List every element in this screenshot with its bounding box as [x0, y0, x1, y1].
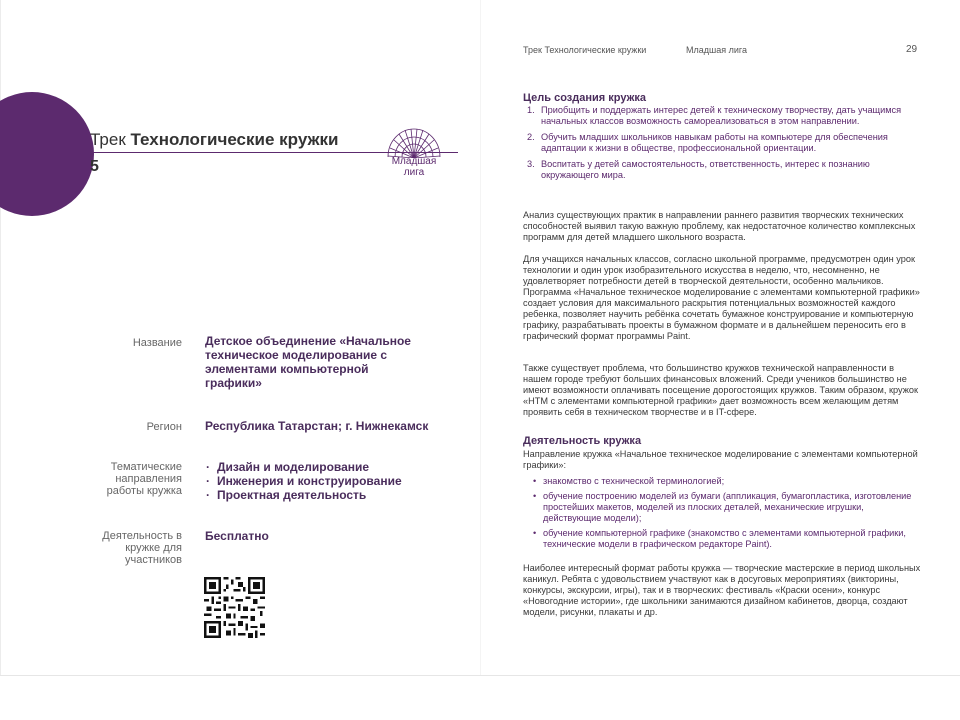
activity-intro: Направление кружка «Начальное техническое моделирование с элементами компьютерной графики»:	[523, 449, 918, 470]
paragraph-format: Наиболее интересный формат работы кружка — творческие мастерские в период школьных каникул. Ребята с удовольствием участвуют как в досуговых мероприятиях (викторины, конкурсы, экскурсии, игры), так и в творческих: фестиваль «Краски осени», конкурс «Новогодние истории», где школьники занимаются дизайном кабинетов, дворца, создают модели, рисунки, плакаты и др.	[523, 563, 921, 617]
running-head-league: Младшая лига	[686, 45, 747, 55]
goal-text: Приобщить и поддержать интерес детей к техническому творчеству, дать учащимся начальных классов возможность самореализоваться в этом направлении.	[541, 105, 902, 126]
league-fan-icon	[386, 128, 442, 158]
goal-list	[527, 105, 923, 186]
goal-item	[527, 105, 923, 127]
track-name: Технологические кружки	[130, 130, 339, 149]
activity-item: • знакомство с технической терминологией;	[533, 476, 923, 487]
paragraph-program: Для учащихся начальных классов, согласно школьной программе, предусмотрен один урок технологии и один урок изобразительного искусства в неделю, что, несомненно, не удовлетворяет потребности детей в творческой деятельности, особенно мальчиков. Программа «Начальное техническое моделирование с элементами компьютерной графики» создает условия для максимального раскрытия потенциальных возможностей каждого ребенка, позволяет научить ребёнка сочетать бумажное конструирование и компьютерную графику, разрабатывать проекты в бумажном формате и в дальнейшем переносить его в графический формат программы Paint.	[523, 254, 920, 341]
goal-item	[527, 132, 923, 154]
fee-label: Деятельность в кружке для участников	[102, 530, 182, 566]
name-label: Название	[132, 337, 182, 349]
activity-heading: Деятельность кружка	[523, 435, 642, 447]
qr-code[interactable]	[204, 577, 265, 638]
name-value: Детское объединение «Начальное техническое моделирование с элементами компьютерной графики»	[205, 334, 411, 390]
track-number: 5	[90, 158, 99, 175]
goal-text: Воспитать у детей самостоятельность, ответственность, интерес к познанию окружающего мира.	[541, 159, 870, 180]
page-gutter	[480, 0, 481, 676]
decorative-half-circle	[0, 92, 94, 216]
league-label-line2: лига	[403, 167, 425, 178]
activity-item: • обучение компьютерной графике (знакомство с элементами компьютерной графики, технические модели в графическом редакторе Paint).	[533, 528, 923, 550]
paragraph-analysis: Анализ существующих практик в направлении раннего развития творческих технических способностей выявил такую важную проблему, как недостаточное количество комплексных программ для детей младшего школьного возраста.	[523, 210, 916, 242]
activity-item: • обучение построению моделей из бумаги (аппликация, бумагопластика, изготовление простейших макетов, моделей из плоских деталей, механические игрушки, действующие модели);	[533, 491, 923, 524]
region-value: Республика Татарстан; г. Нижнекамск	[205, 419, 429, 433]
track-title	[90, 130, 339, 150]
paragraph-problem: Также существует проблема, что большинство кружков технической направленности в нашем городе требуют больших финансовых вложений. Среди учеников большинство не имеют возможности оплачивать посещение дорогостоящих кружков. Таким образом, кружок «НТМ с элементами компьютерной графики» дает возможность всем желающим детям проявить себя в техническом творчестве и в IT-сфере.	[523, 363, 918, 417]
page-bottom-edge	[0, 675, 960, 676]
goal-text: Обучить младших школьников навыкам работы на компьютере для обеспечения адаптации к жизни в обществе, профессиональной ориентации.	[541, 132, 888, 153]
goal-heading: Цель создания кружка	[523, 92, 646, 104]
direction-item: · Дизайн и моделирование	[205, 460, 402, 474]
direction-item: · Инженерия и конструирование	[205, 474, 402, 488]
direction-item: · Проектная деятельность	[205, 488, 402, 502]
track-prefix: Трек	[90, 130, 126, 149]
league-label	[384, 156, 444, 178]
goal-number: 1.	[527, 105, 535, 115]
directions-label: Тематические направления работы кружка	[106, 461, 182, 497]
goal-number: 3.	[527, 159, 535, 169]
activity-list	[533, 476, 923, 554]
goal-number: 2.	[527, 132, 535, 142]
page-number: 29	[906, 44, 918, 55]
fee-value: Бесплатно	[205, 529, 269, 543]
league-label-line1: Младшая	[391, 156, 437, 167]
directions-list	[205, 460, 402, 502]
region-label: Регион	[146, 421, 182, 433]
running-head-track: Трек Технологические кружки	[523, 45, 647, 55]
goal-item	[527, 159, 923, 181]
